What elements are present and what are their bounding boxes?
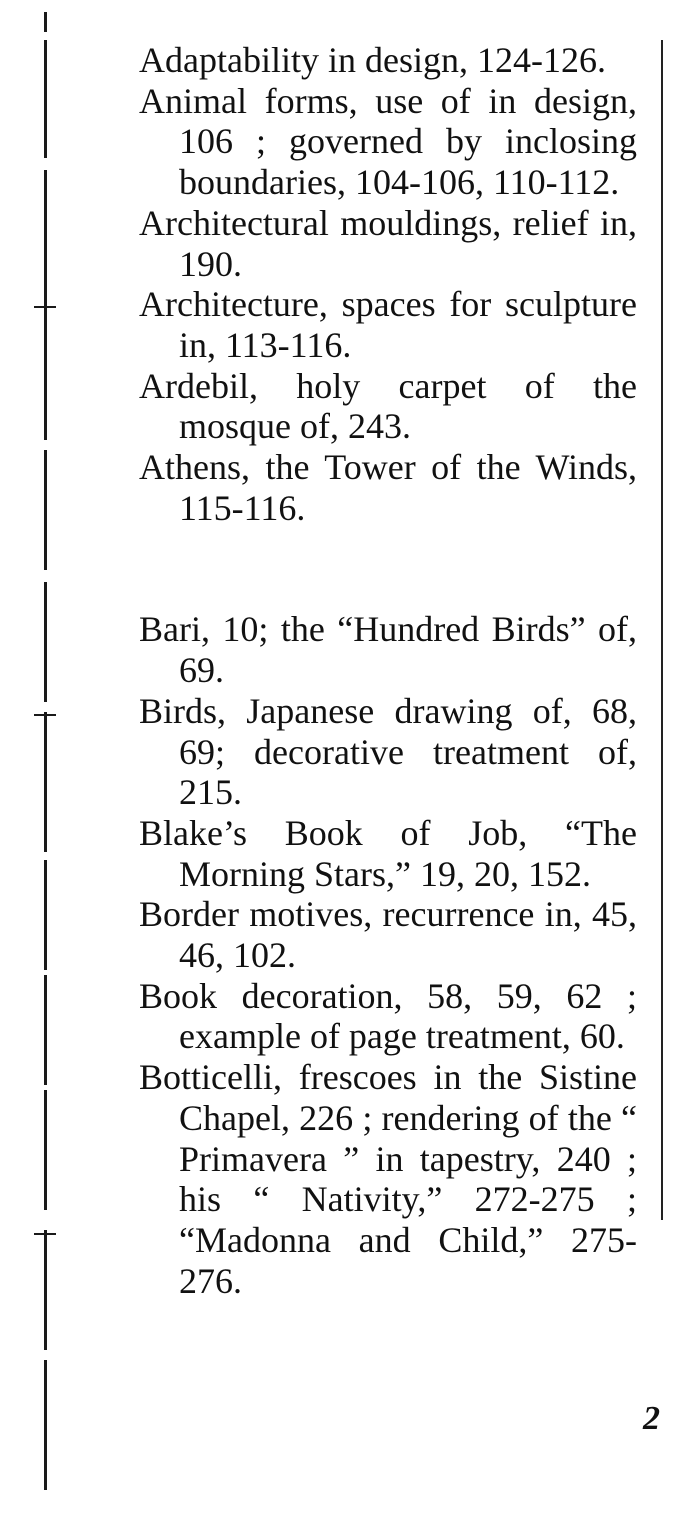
index-entry: Border motives, recurrence in, 45, 46, 102. (139, 894, 637, 976)
right-margin-rule (661, 40, 663, 1220)
index-entry: Adaptability in design, 124-126. (139, 40, 606, 80)
margin-rule (44, 40, 47, 158)
index-entry: Birds, Japanese drawing of, 68, 69; decorative treatment of, 215. (139, 690, 637, 813)
index-entry: Animal forms, use of in design, 106 ; governed by inclosing boundaries, 104-106, 110-112. (139, 80, 637, 203)
page-number: 2 (643, 1400, 660, 1437)
margin-rule (44, 450, 47, 570)
index-entry: Ardebil, holy carpet of the mosque of, 243. (139, 365, 637, 447)
margin-rule (44, 975, 47, 1085)
margin-tick (34, 714, 56, 716)
margin-rule (44, 1230, 47, 1350)
margin-rule (44, 860, 47, 970)
index-entry: Book decoration, 58, 59, 62 ; example of page treatment, 60. (139, 975, 637, 1057)
margin-rule (44, 582, 47, 702)
index-entry: Botticelli, frescoes in the Sistine Chapel, 226 ; rendering of the “ Primavera ” in tapestry, 240 ; his “ Nativity,” 272-275 ; “Madonna and Child,” 275-276. (139, 1057, 637, 1301)
margin-rule (44, 1090, 47, 1210)
margin-tick (34, 1233, 56, 1235)
index-entry: Architectural mouldings, relief in, 190. (139, 202, 637, 284)
index-column (139, 40, 637, 1301)
index-entry: Blake’s Book of Job, “The Morning Stars,” 19, 20, 152. (139, 812, 637, 894)
margin-rule (44, 1360, 47, 1490)
margin-rule (44, 170, 47, 440)
section-gap (139, 528, 637, 609)
margin-rule (44, 712, 47, 852)
index-entry: Architecture, spaces for sculpture in, 113-116. (139, 284, 637, 365)
index-entry: Bari, 10; the “Hundred Birds” of, 69. (139, 609, 637, 691)
margin-rule (44, 12, 47, 32)
index-entry: Athens, the Tower of the Winds, 115-116. (139, 447, 637, 528)
margin-tick (34, 306, 56, 308)
